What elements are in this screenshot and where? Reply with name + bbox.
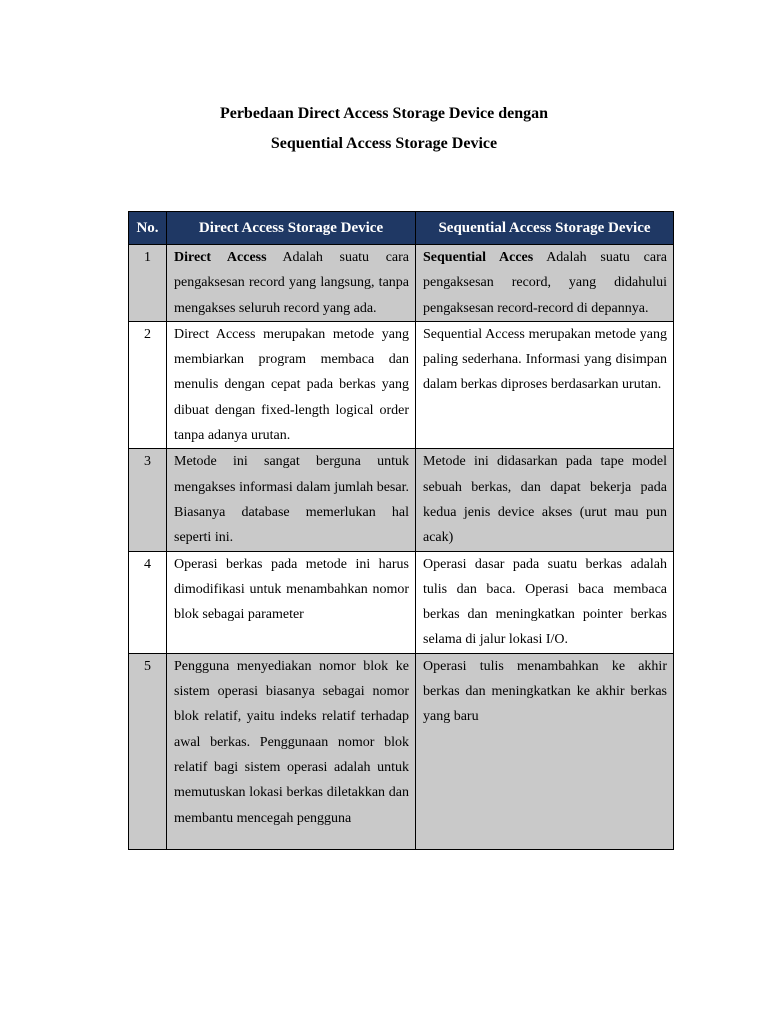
sequential-access-text: Metode ini didasarkan pada tape model sebuah berkas, dan dapat bekerja pada kedua jenis device akses (urut mau pun acak): [423, 454, 667, 546]
table-row: [129, 449, 674, 551]
sequential-access-cell: [416, 449, 674, 551]
table-header-row: [129, 212, 674, 245]
direct-access-text: Operasi berkas pada metode ini harus dimodifikasi untuk menambahkan nomor blok sebagai parameter: [174, 556, 409, 623]
table-row: [129, 551, 674, 653]
header-no: No.: [129, 212, 167, 245]
header-direct-access: Direct Access Storage Device: [167, 212, 416, 245]
direct-access-cell: [167, 245, 416, 322]
table-row: [129, 653, 674, 849]
row-number: 1: [129, 245, 167, 322]
sequential-access-cell: [416, 321, 674, 448]
direct-access-text: Direct Access merupakan metode yang membiarkan program membaca dan menulis dengan cepat pada berkas yang dibuat dengan fixed-length logical order tanpa adanya urutan.: [174, 326, 409, 444]
direct-access-cell: [167, 321, 416, 448]
sequential-access-cell: [416, 653, 674, 849]
sequential-access-cell: [416, 551, 674, 653]
row-number: 3: [129, 449, 167, 551]
sequential-access-term: Sequential Acces: [423, 250, 534, 265]
sequential-access-text: Operasi dasar pada suatu berkas adalah tulis dan baca. Operasi baca membaca berkas dan meningkatkan pointer berkas selama di jalur lokasi I/O.: [423, 556, 667, 648]
direct-access-text: Pengguna menyediakan nomor blok ke sistem operasi biasanya sebagai nomor blok relatif, yaitu indeks relatif terhadap awal berkas. Penggunaan nomor blok relatif bagi sistem operasi adalah untuk memutuskan lokasi berkas diletakkan dan membantu mencegah pengguna: [174, 658, 409, 826]
comparison-table: [128, 211, 674, 850]
row-number: 4: [129, 551, 167, 653]
direct-access-text: Adalah suatu cara pengaksesan record yang langsung, tanpa mengakses seluruh record yang ada.: [174, 250, 409, 316]
direct-access-cell: [167, 653, 416, 849]
direct-access-cell: [167, 449, 416, 551]
document-title-line-2: Sequential Access Storage Device: [270, 135, 498, 152]
sequential-access-text: Adalah suatu cara pengaksesan record, yang didahului pengaksesan record-record di depannya.: [423, 250, 667, 316]
sequential-access-text: Operasi tulis menambahkan ke akhir berkas dan meningkatkan ke akhir berkas yang baru: [423, 658, 667, 725]
direct-access-term: Direct Access: [174, 250, 267, 265]
table-row: [129, 321, 674, 448]
row-number: 5: [129, 653, 167, 849]
direct-access-cell: [167, 551, 416, 653]
sequential-access-text: Sequential Access merupakan metode yang paling sederhana. Informasi yang disimpan dalam berkas diproses berdasarkan urutan.: [423, 326, 667, 393]
row-number: 2: [129, 321, 167, 448]
sequential-access-cell: [416, 245, 674, 322]
document-title-line-1: Perbedaan Direct Access Storage Device dengan: [219, 105, 549, 122]
direct-access-text: Metode ini sangat berguna untuk mengakses informasi dalam jumlah besar. Biasanya database memerlukan hal seperti ini.: [174, 454, 409, 546]
table-row: [129, 245, 674, 322]
header-sequential-access: Sequential Access Storage Device: [416, 212, 674, 245]
